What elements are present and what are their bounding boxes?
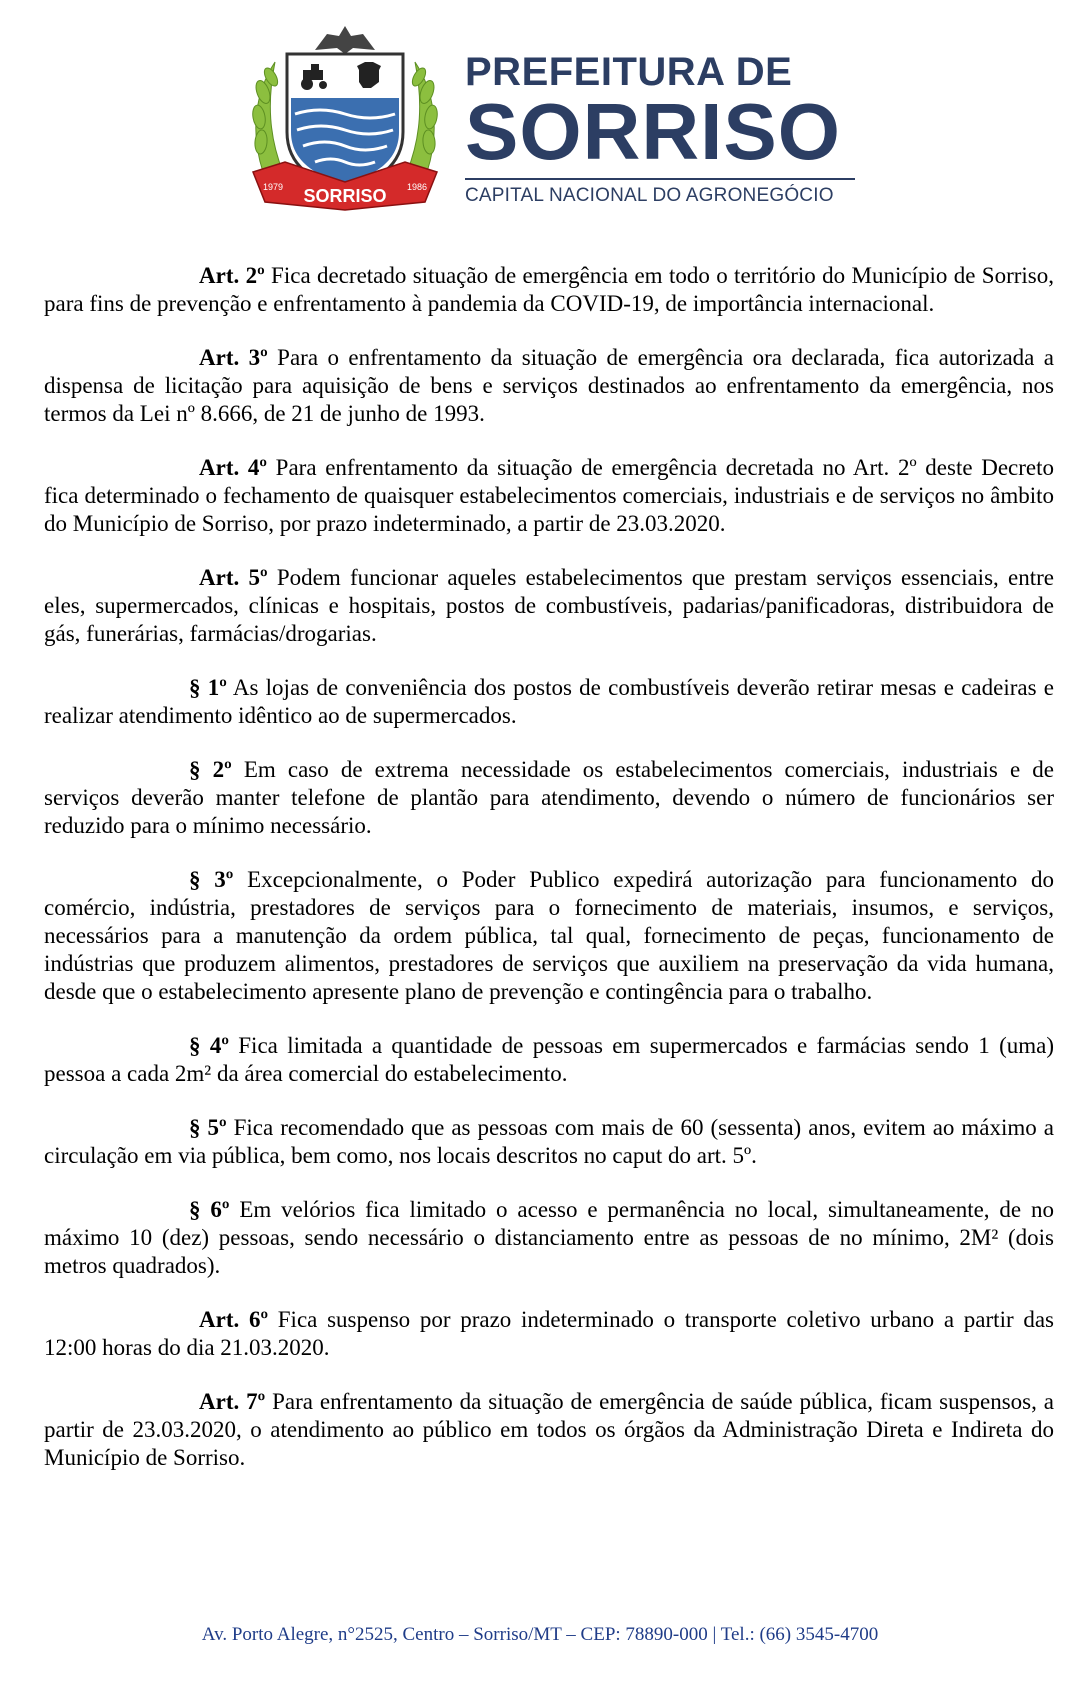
article-6 [44, 1306, 1054, 1362]
article-text: Podem funcionar aqueles estabelecimentos que prestam serviços essenciais, entre eles, supermercados, clínicas e hospitais, postos de combustíveis, padarias/panificadoras, distribuidora de gás, funerárias, farmácias/drogarias. [44, 565, 1054, 646]
article-text: Fica decretado situação de emergência em todo o território do Município de Sorriso, para fins de prevenção e enfrentamento à pandemia da COVID-19, de importância internacional. [44, 263, 1054, 316]
paragraph-text: Em caso de extrema necessidade os estabelecimentos comerciais, industriais e de serviços deverão manter telefone de plantão para atendimento, devendo o número de funcionários ser reduzido para o mínimo necessário. [44, 757, 1054, 838]
brand-title-line2: SORRISO [465, 87, 841, 176]
article-label: Art. 4º [199, 455, 267, 480]
article-label: Art. 2º [199, 263, 265, 288]
crest-year-left: 1979 [262, 182, 284, 192]
paragraph-label: § 3º [189, 867, 234, 892]
article-2 [44, 262, 1054, 318]
municipal-coat-of-arms [245, 22, 445, 217]
article-3 [44, 344, 1054, 428]
paragraph-1 [44, 674, 1054, 730]
paragraph-2 [44, 756, 1054, 840]
paragraph-label: § 1º [189, 675, 227, 700]
brand-divider [465, 178, 855, 180]
article-label: Art. 5º [199, 565, 268, 590]
article-4 [44, 454, 1054, 538]
paragraph-4 [44, 1032, 1054, 1088]
footer-address: Av. Porto Alegre, n°2525, Centro – Sorriso/MT – CEP: 78890-000 | Tel.: (66) 3545-4700 [201, 1624, 879, 1645]
paragraph-label: § 4º [189, 1033, 229, 1058]
letterhead [245, 22, 865, 217]
article-text: Para o enfrentamento da situação de emergência ora declarada, fica autorizada a dispensa de licitação para aquisição de bens e serviços destinados ao enfrentamento da emergência, nos termos da Lei nº 8.666, de 21 de junho de 1993. [44, 345, 1054, 426]
paragraph-label: § 2º [189, 757, 232, 782]
paragraph-5 [44, 1114, 1054, 1170]
crest-year-right: 1986 [406, 182, 428, 192]
paragraph-text: Excepcionalmente, o Poder Publico expedirá autorização para funcionamento do comércio, indústria, prestadores de serviços para o fornecimento de materiais, insumos, e serviços, necessários para a manutenção da ordem pública, tal qual, fornecimento de peças, funcionamento de indústrias que produzem alimentos, prestadores de serviços que auxiliem na preservação da vida humana, desde que o estabelecimento apresente plano de prevenção e contingência para o trabalho. [44, 867, 1054, 1004]
article-5 [44, 564, 1054, 648]
paragraph-6 [44, 1196, 1054, 1280]
crest-banner-text: SORRISO [303, 186, 387, 206]
decree-body [44, 262, 1054, 1498]
paragraph-label: § 5º [189, 1115, 227, 1140]
paragraph-label: § 6º [189, 1197, 230, 1222]
article-7 [44, 1388, 1054, 1472]
article-label: Art. 7º [199, 1389, 266, 1414]
paragraph-text: Fica recomendado que as pessoas com mais de 60 (sessenta) anos, evitem ao máximo a circulação em via pública, bem como, nos locais descritos no caput do art. 5º. [44, 1115, 1055, 1168]
brand-block [465, 50, 865, 207]
article-text: Para enfrentamento da situação de emergência de saúde pública, ficam suspensos, a partir de 23.03.2020, o atendimento ao público em todos os órgãos da Administração Direta e Indireta do Município de Sorriso. [44, 1389, 1054, 1470]
paragraph-text: As lojas de conveniência dos postos de combustíveis deverão retirar mesas e cadeiras e realizar atendimento idêntico ao de supermercados. [44, 675, 1055, 728]
paragraph-3 [44, 866, 1054, 1006]
article-label: Art. 6º [199, 1307, 269, 1332]
brand-title-line1: PREFEITURA DE [465, 50, 793, 94]
article-text: Fica suspenso por prazo indeterminado o transporte coletivo urbano a partir das 12:00 horas do dia 21.03.2020. [44, 1307, 1054, 1360]
article-text: Para enfrentamento da situação de emergência decretada no Art. 2º deste Decreto fica determinado o fechamento de quaisquer estabelecimentos comerciais, industriais e de serviços no âmbito do Município de Sorriso, por prazo indeterminado, a partir de 23.03.2020. [44, 455, 1054, 536]
paragraph-text: Em velórios fica limitado o acesso e permanência no local, simultaneamente, de no máximo 10 (dez) pessoas, sendo necessário o distanciamento entre as pessoas de no mínimo, 2M² (dois metros quadrados). [44, 1197, 1055, 1278]
brand-tagline: CAPITAL NACIONAL DO AGRONEGÓCIO [465, 185, 834, 206]
paragraph-text: Fica limitada a quantidade de pessoas em supermercados e farmácias sendo 1 (uma) pessoa a cada 2m² da área comercial do estabelecimento. [44, 1033, 1055, 1086]
article-label: Art. 3º [199, 345, 268, 370]
